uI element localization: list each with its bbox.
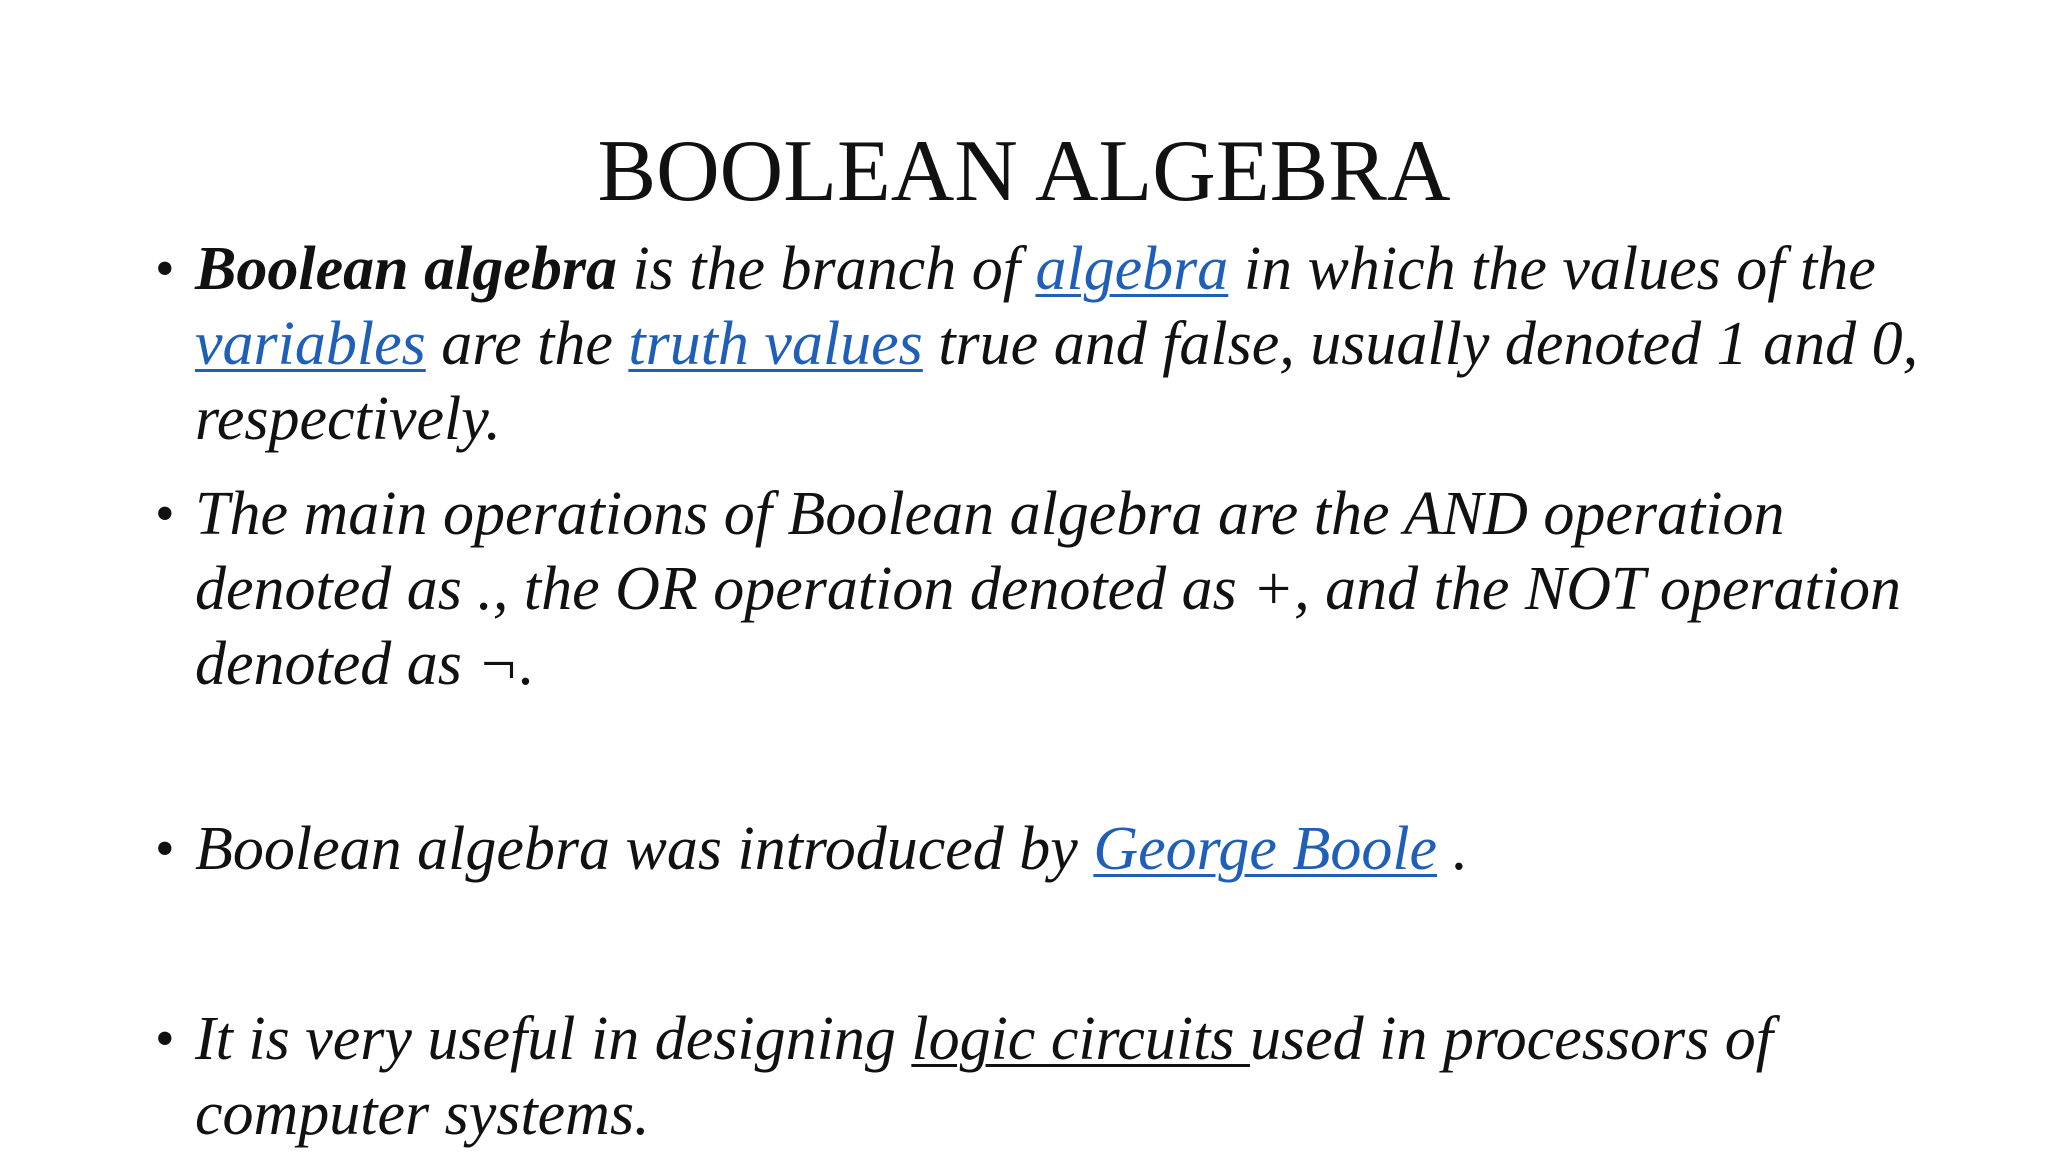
bullet-text: is the branch of <box>616 235 1036 303</box>
link-george-boole[interactable]: George Boole <box>1093 815 1438 883</box>
bullet-text: in which the values of the <box>1228 235 1876 303</box>
bullet-introduced-by <box>155 812 1995 887</box>
bullet-dot-icon: • <box>155 818 175 880</box>
bold-term: Boolean algebra <box>195 235 617 303</box>
bullet-text: . <box>1437 815 1469 883</box>
bullet-operations <box>155 477 1995 702</box>
link-algebra[interactable]: algebra <box>1035 235 1229 303</box>
bullet-text: true and false, usually denoted 1 and 0, respectively. <box>195 310 1919 453</box>
bullet-text: are the <box>425 310 629 378</box>
bullet-usefulness <box>155 1002 1995 1152</box>
bullet-text: used in processors of computer systems. <box>195 1005 1773 1148</box>
bullet-list <box>155 232 1995 1152</box>
underlined-term: logic circuits <box>911 1005 1250 1073</box>
bullet-definition <box>155 232 1995 457</box>
bullet-text: It is very useful in designing <box>195 1005 912 1073</box>
link-variables[interactable]: variables <box>195 310 426 378</box>
bullet-dot-icon: • <box>155 1008 175 1070</box>
bullet-text: Boolean algebra was introduced by <box>195 815 1094 883</box>
bullet-dot-icon: • <box>155 238 175 300</box>
link-truth-values[interactable]: truth values <box>628 310 923 378</box>
bullet-text: The main operations of Boolean algebra are the AND operation denoted as ., the OR operation denoted as +, and the NOT operation denoted as ¬. <box>195 480 1901 698</box>
bullet-dot-icon: • <box>155 483 175 545</box>
slide-title: BOOLEAN ALGEBRA <box>597 123 1451 220</box>
